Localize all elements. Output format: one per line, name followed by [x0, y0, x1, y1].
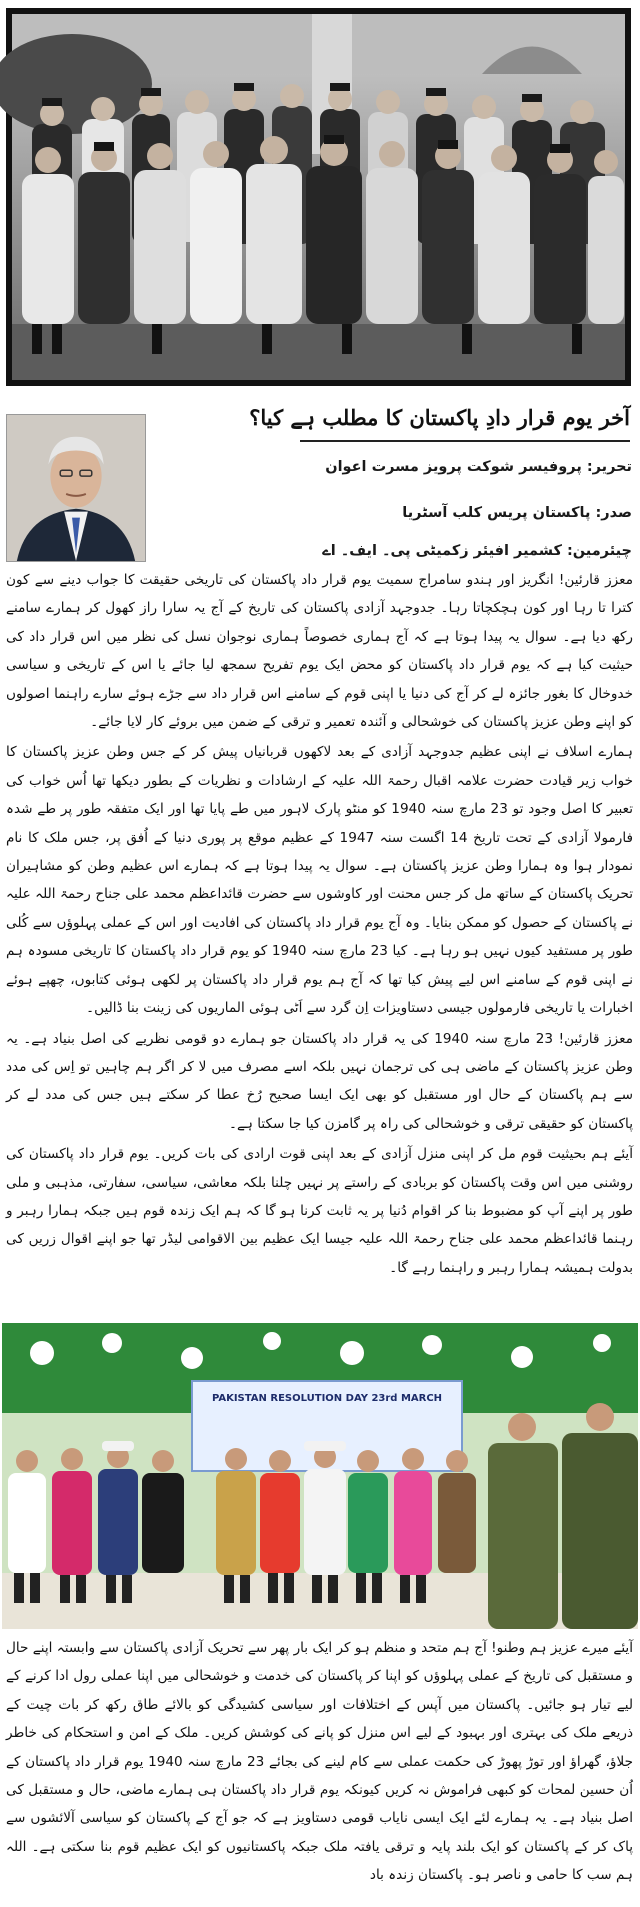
resolution-day-event-photo	[2, 1323, 638, 1629]
article-closing	[6, 1634, 633, 1904]
article-headline: آخر یوم قرار دادِ پاکستان کا مطلب ہے کیا؟	[249, 405, 630, 430]
portrait-drawing	[7, 415, 145, 561]
event-banner-text: PAKISTAN RESOLUTION DAY 23rd MARCH	[211, 1393, 443, 1404]
article-body	[6, 566, 634, 1276]
historic-photo-drawing	[12, 14, 625, 380]
byline-author: تحریر: پروفیسر شوکت پرویز مسرت اعوان	[325, 459, 632, 475]
article-paragraph: معزز قارئین! 23 مارچ سنہ 1940 کی یہ قرار داد پاکستان جو ہمارے دو قومی نظریے کی اصل بنیاد ہے۔ یہ وطن عزیز پاکستان کے ماضی ہی کی ترجمان نہیں بلکہ اسے مصرف میں لا کر اگر ہم چاہیں تو اِس کی مدد سے ہم پاکستان کے حال اور مستقبل کو بھی ایک ایسا صحیح رُخ عطا کر سکتے ہیں جس کی مدد لے کر پاکستان کو حقیقی ترقی و خوشحالی کی راہ پر گامزن کیا جا سکتا ہے۔	[6, 1030, 633, 1132]
article-paragraph: آیئے میرے عزیز ہم وطنو! آج ہم متحد و منظم ہو کر ایک بار پھر سے تحریک آزادی پاکستان سے وابستہ اپنے حال و مستقبل کی تاریخ کے عملی پہلوؤں کو اپنا کر پاکستان کی خدمت و خوشحالی میں اپنا عملی رول ادا کرنے کے لیے تیار ہو جائیں۔ پاکستان میں آپس کے اختلافات اور سیاسی کشیدگی کو بالائے طاق رکھ کر بات چیت کے ذریعے ملک کی بہتری اور بہبود کے لیے اس منزل کو پانے کی کوشش کریں۔ ملک کے امن و استحکام کی خاطر جلاؤ، گھراؤ اور توڑ پھوڑ کی حکمت عملی سے کام لینے کی بجائے 23 مارچ سنہ 1940 یوم قرار داد پاکستان کے اُن حسین لمحات کو کبھی فراموش نہ کریں کیونکہ یوم قرار داد پاکستان ہی ہمارے ماضی، حال و مستقبل کی اصل بنیاد ہے۔ یہ ہمارے لئے ایک ایسی نایاب قومی دستاویز ہے کہ جو آج کے پاکستان کو سیاسی آلائشوں سے پاک کر کے پاکستان کو ایک بلند پایہ و ترقی یافتہ ملک جبکہ پاکستانیوں کو ایک عظیم قوم بنا سکتی ہے۔ اللہ ہم سب کا حامی و ناصر ہو۔ پاکستان زندہ باد	[6, 1640, 633, 1884]
article-paragraph: معزز قارئین! انگریز اور ہندو سامراج سمیت یوم قرار داد پاکستان کی تاریخی حقیقت کا جواب دینے سے کون کترا تا رہا اور کون ہچکچاتا رہا۔ جدوجہد آزادی پاکستان کی تاریخ کے آج یہ سارا راز کھول کر ہمارے سامنے رکھ دیا ہے۔ سوال یہ پیدا ہوتا ہے کہ آج ہماری خصوصاً ہماری نوجوان نسل کی نظر میں اس قرار داد کی حیثیت کیا ہے کہ یوم قرار داد پاکستان کو محض ایک یوم تفریح سمجھ لیا جائے یا اس کے تاریخی و سیاسی خدوخال کا بغور جائزہ لے کر آج کی دنیا یا اپنی قوم کے سامنے اس قرار داد سے جڑے ہوئے سارے راہنما اصولوں کو اپنے وطن عزیز پاکستان کی خوشحالی و آئندہ تعمیر و ترقی کے ضمن میں بروئے کار لایا جائے۔	[6, 572, 633, 731]
article-paragraph: ہمارے اسلاف نے اپنی عظیم جدوجہد آزادی کے بعد لاکھوں قربانیاں پیش کر کے جس وطن عزیز پاکستان کا خواب زیر قیادت حضرت علامہ اقبال رحمۃ اللہ علیہ کے ارشادات و نظریات کے بطور دیکھا تھا اُس خواب کی تعبیر کا اصل وجود تو 23 مارچ سنہ 1940 کو منٹو پارک لاہور میں طے پایا تھا اور ایک متفقہ طور پر طے شدہ فارمولا آزادی کے تحت تاریخ 14 اگست سنہ 1947 کے عظیم موقع پر پوری دنیا کے اُفق پر، جس ملک کا نام نمودار ہوا وہ ہمارا وطن عزیز پاکستان ہے۔ سوال یہ پیدا ہوتا ہے کہ ہمارے اس عظیم وطن کو مشاہیران تحریک پاکستان کے ساتھ مل کر جس محنت اور کاوشوں سے حضرت قائداعظم محمد علی جناح رحمۃ اللہ علیہ نے پاکستان کے حصول کو ممکن بنایا۔ وہ آج یوم قرار داد پاکستان کی افادیت اور اس کے عملی پہلوؤں سے کُلی طور پر مستفید کیوں نہیں ہو رہا ہے۔ کیا 23 مارچ سنہ 1940 کو یوم قرار داد پاکستان کا تاریخی مسودہ ہم نے اپنی قوم کے سامنے اس لیے پیش کیا تھا کہ آج ہم یوم قرار داد پاکستان پر لکھی ہوئی کتابوں، چھپے ہوئے اخبارات یا تاریخی فارمولوں جیسی دستاویزات اِن گرد سے اَٹی ہوئی الماریوں کی زینت بنا ڈالیں۔	[6, 744, 634, 1017]
article-paragraph: آیئے ہم بحیثیت قوم مل کر اپنی منزل آزادی کے بعد اپنی قوت ارادی کی بات کریں۔ یوم قرار داد پاکستان کی روشنی میں اس وقت پاکستان کو بربادی کے راستے پر نہیں چلنا بلکہ معاشی، سیاسی، سفارتی، مذہبی و ملی طور پر اپنے آپ کو مضبوط بنا کر اقوام دُنیا پر یہ ثابت کرنا ہو گا کہ ہم ایک زندہ قوم ہیں جبکہ ہمارا رہبر و رہنما قائداعظم محمد علی جناح رحمۃ اللہ علیہ جیسا ایک عظیم بین الاقوامی لیڈر تھا جو اپنے اقوال زریں کی بدولت ہمیشہ ہمارا رہبر و راہنما رہے گا۔	[6, 1146, 633, 1276]
event-photo-drawing	[2, 1323, 638, 1629]
byline-role-press-club: صدر: پاکستان پریس کلب آسٹریا	[402, 505, 632, 521]
headline-underline	[300, 440, 630, 442]
author-portrait	[6, 414, 146, 562]
historic-group-photo	[6, 8, 631, 386]
byline-role-kashmir-committee: چیئرمین: کشمیر افیئر زکمیٹی پی۔ ایف۔ اے	[322, 543, 632, 559]
